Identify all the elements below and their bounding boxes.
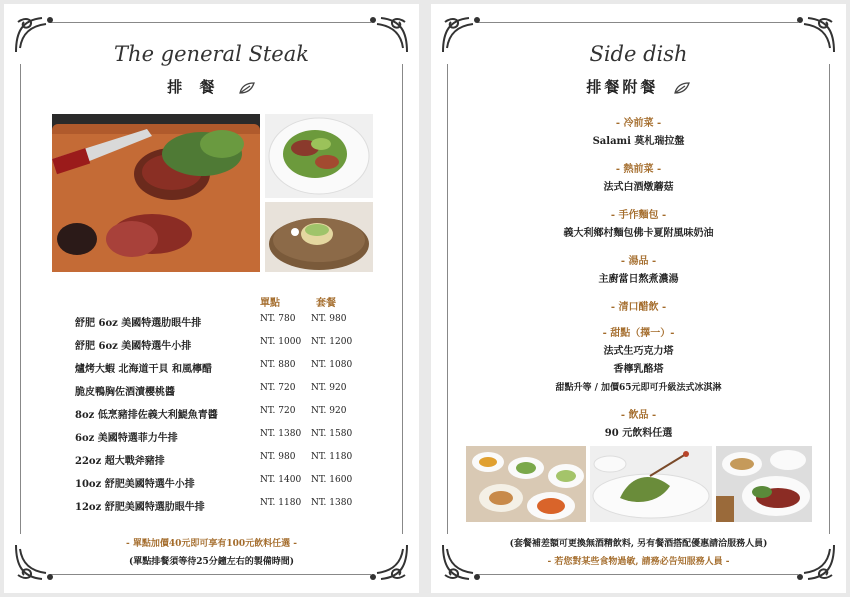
- set-price: NT. 1580: [311, 429, 353, 439]
- single-price: NT. 720: [260, 406, 296, 416]
- section-cold-appetizer: - 冷前菜 -: [615, 118, 662, 129]
- dessert-photo: [590, 446, 712, 522]
- set-price: NT. 920: [311, 406, 347, 416]
- side-item: 義大利鄉村麵包佛卡夏附風味奶油: [563, 228, 714, 239]
- prep-time-note: (單點排餐須等待25分鐘左右的製備時間): [128, 557, 295, 567]
- dessert-upgrade-note: 甜點升等 / 加價65元即可升級法式冰淇淋: [555, 383, 722, 393]
- dish-name: 12oz 舒肥美國特選肋眼牛排: [75, 502, 205, 513]
- section-vinegar-drink: - 清口醋飲 -: [610, 302, 667, 313]
- side-item: 主廚當日熬煮濃湯: [598, 274, 679, 285]
- single-price: NT. 1400: [260, 475, 302, 485]
- steak-photo: [52, 114, 260, 272]
- set-price-header: 套餐: [316, 298, 336, 309]
- frame-left-line: [20, 64, 21, 534]
- side-item: Salami 莫札瑞拉盤: [592, 136, 685, 147]
- side-item: 法式白酒燉蘑菇: [603, 182, 674, 193]
- dish-name: 22oz 超大戰斧豬排: [75, 456, 165, 467]
- frame-right-line: [402, 64, 403, 534]
- section-drinks: - 飲品 -: [620, 410, 657, 421]
- dish-name: 舒肥 6oz 美國特選肋眼牛排: [75, 318, 202, 329]
- set-price: NT. 920: [311, 383, 347, 393]
- script-title: Side dish: [589, 42, 688, 66]
- frame-bottom-line: [477, 574, 798, 575]
- dish-name: 爐烤大蝦 北海道干貝 和風檸醋: [75, 364, 212, 375]
- section-bread: - 手作麵包 -: [610, 210, 667, 221]
- side-item: 法式生巧克力塔: [603, 346, 674, 357]
- set-price: NT. 1200: [311, 337, 353, 347]
- steak-menu-page: [4, 4, 419, 593]
- leaf-ornament-icon: [673, 81, 691, 95]
- set-price: NT. 1600: [311, 475, 353, 485]
- single-price: NT. 1000: [260, 337, 302, 347]
- dish-name: 6oz 美國特選菲力牛排: [75, 433, 178, 444]
- frame-top-line: [50, 22, 371, 23]
- salad-photo: [265, 114, 373, 198]
- single-price: NT. 780: [260, 314, 296, 324]
- dish-name: 脆皮鴨胸佐酒漬櫻桃醬: [75, 387, 175, 398]
- set-price: NT. 1380: [311, 498, 353, 508]
- frame-top-line: [477, 22, 798, 23]
- page-title: [4, 76, 419, 97]
- page-title-text: 排 餐: [167, 78, 221, 96]
- single-price-header: 單點: [260, 298, 280, 309]
- appetizer-photo: [265, 202, 373, 272]
- dish-name: 8oz 低烹豬排佐義大利鯷魚青醬: [75, 410, 218, 421]
- leaf-ornament-icon: [238, 81, 256, 95]
- set-price: NT. 1180: [311, 452, 353, 462]
- single-price: NT. 720: [260, 383, 296, 393]
- drink-upgrade-note: - 單點加價40元即可享有100元飲料任選 -: [125, 539, 298, 549]
- page-title-text: 排餐附餐: [586, 78, 659, 96]
- single-price: NT. 1380: [260, 429, 302, 439]
- steak-platter-photo: [716, 446, 812, 522]
- page-title: [431, 76, 846, 97]
- dish-name: 舒肥 6oz 美國特選牛小排: [75, 341, 192, 352]
- single-price: NT. 1180: [260, 498, 302, 508]
- side-item: 90 元飲料任選: [604, 428, 673, 439]
- single-price: NT. 980: [260, 452, 296, 462]
- script-title: The general Steak: [114, 42, 309, 66]
- set-price: NT. 1080: [311, 360, 353, 370]
- section-dessert: - 甜點（擇一）-: [602, 328, 675, 339]
- section-hot-appetizer: - 熱前菜 -: [615, 164, 662, 175]
- set-meal-photo: [466, 446, 586, 522]
- frame-bottom-line: [50, 574, 371, 575]
- set-price: NT. 980: [311, 314, 347, 324]
- dish-name: 10oz 舒肥美國特選牛小排: [75, 479, 195, 490]
- side-item: 香檸乳酪塔: [613, 364, 664, 375]
- side-dish-page: [431, 4, 846, 593]
- single-price: NT. 880: [260, 360, 296, 370]
- section-soup: - 湯品 -: [620, 256, 657, 267]
- allergy-note: - 若您對某些食物過敏, 請務必告知服務人員 -: [547, 557, 730, 567]
- set-upgrade-note: (套餐補差額可更換無酒精飲料, 另有餐酒搭配優惠請洽服務人員): [509, 539, 768, 549]
